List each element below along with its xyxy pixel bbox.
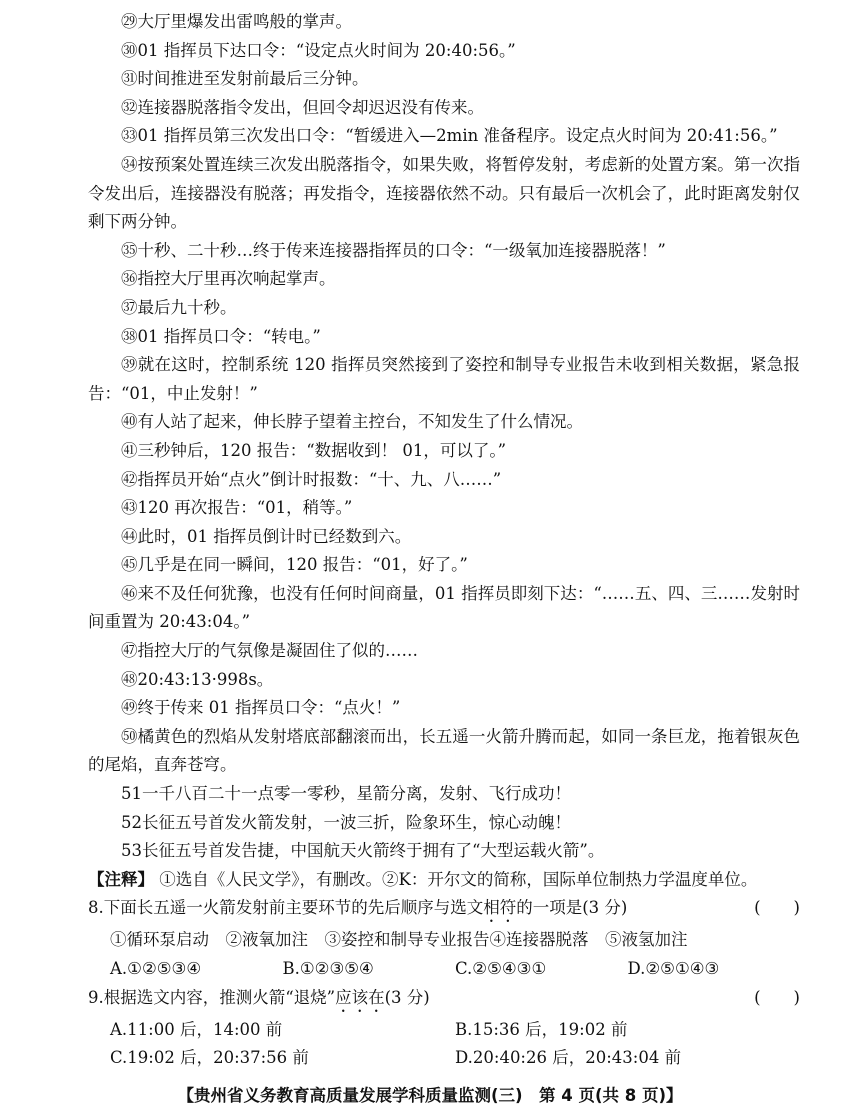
q8-option-b: B.①②③⑤④	[282, 959, 374, 978]
question-8-stem	[0, 894, 860, 926]
paragraph-47: ㊼指控大厅的气氛像是凝固住了似的……	[121, 641, 418, 661]
q9-option-c: C.19:02 后，20:37:56 前	[110, 1048, 309, 1068]
paragraph-42: ㊷指挥员开始“点火”倒计时报数：“十、九、八……”	[121, 469, 502, 489]
q9-option-d: D.20:40:26 后，20:43:04 前	[455, 1048, 682, 1068]
paragraph-45: ㊺几乎是在同一瞬间，120 报告：“01，好了。”	[121, 555, 468, 575]
paragraph-46: ㊻来不及任何犹豫，也没有任何时间商量，01 指挥员即刻下达：“……五、四、三……发射时间重置为 20:43:04。”	[88, 583, 800, 632]
q8-option-c: C.②⑤④③①	[455, 959, 547, 978]
paragraph-39: ㊴就在这时，控制系统 120 指挥员突然接到了姿控和制导专业报告未收到相关数据，紧急报告：“01，中止发射！”	[88, 355, 800, 403]
q9-options-row-1	[0, 1016, 860, 1045]
q9-option-a: A.11:00 后，14:00 前	[110, 1019, 283, 1039]
q8-option-a: A.①②⑤③④	[110, 959, 202, 978]
q8-option-d: D.②⑤①④③	[627, 959, 720, 978]
q8-items: ①循环泵启动 ②液氧加注 ③姿控和制导专业报告④连接器脱落 ⑤液氢加注	[110, 930, 688, 950]
q8-options	[0, 955, 860, 984]
paragraph-29: ㉙大厅里爆发出雷鸣般的掌声。	[121, 12, 352, 31]
note-text: ①选自《人民文学》，有删改。②K：开尔文的简称，国际单位制热力学温度单位。	[154, 869, 758, 889]
paragraph-50: ㊿橘黄色的烈焰从发射塔底部翻滚而出，长五遥一火箭升腾而起，如同一条巨龙，拖着银灰色的尾焰，直奔苍穹。	[88, 726, 800, 775]
paragraph-38: ㊳01 指挥员口令：“转电。”	[121, 326, 321, 346]
paragraph-48: ㊽20:43:13·998s。	[121, 669, 274, 689]
paragraph-37: ㊲最后九十秒。	[121, 297, 237, 317]
paragraph-36: ㊱指控大厅里再次响起掌声。	[121, 269, 336, 289]
paragraph-43: ㊸120 再次报告：“01，稍等。”	[121, 498, 353, 518]
paragraph-31: ㉛时间推进至发射前最后三分钟。	[121, 69, 369, 89]
paragraph-35: ㉟十秒、二十秒…终于传来连接器指挥员的口令：“一级氧加连接器脱落！”	[121, 240, 666, 260]
paragraph-30: ㉚01 指挥员下达口令：“设定点火时间为 20:40:56。”	[121, 40, 516, 60]
q9-stem-part-b: (3 分)	[384, 987, 430, 1007]
annotation-note	[0, 866, 860, 895]
question-9-stem	[0, 984, 860, 1016]
paragraph-33: ㉝01 指挥员第三次发出口令：“暂缓进入—2min 准备程序。设定点火时间为 20:41:56。”	[121, 126, 778, 146]
paragraph-40: ㊵有人站了起来，伸长脖子望着主控台，不知发生了什么情况。	[121, 412, 583, 432]
paragraph-53: 53长征五号首发告捷，中国航天火箭终于拥有了“大型运载火箭”。	[121, 841, 605, 861]
q8-stem-part-b: 的一项是(3 分)	[516, 898, 628, 918]
page-footer: 【贵州省义务教育高质量发展学科质量监测(三) 第 4 页(共 8 页)】	[177, 1086, 683, 1105]
paragraph-44: ㊹此时，01 指挥员倒计时已经数到六。	[121, 526, 412, 546]
paragraph-51: 51一千八百二十一点零一零秒，星箭分离，发射、飞行成功！	[121, 784, 571, 804]
paragraph-49: ㊾终于传来 01 指挥员口令：“点火！”	[121, 698, 401, 718]
q9-answer-bracket: ( )	[754, 987, 800, 1007]
q8-stem-part-a: 8.下面长五遥一火箭发射前主要环节的先后顺序与选文	[88, 898, 484, 918]
q8-answer-bracket: ( )	[754, 898, 800, 918]
note-tag: 【注释】	[88, 869, 154, 889]
paragraph-52: 52长征五号首发火箭发射，一波三折，险象环生，惊心动魄！	[121, 812, 571, 832]
article-body	[0, 8, 860, 1073]
q9-options-row-2	[0, 1044, 860, 1073]
q9-option-b: B.15:36 后，19:02 前	[455, 1019, 628, 1039]
paragraph-32: ㉜连接器脱落指令发出，但回令却迟迟没有传来。	[121, 97, 484, 117]
paragraph-34: ㉞按预案处置连续三次发出脱落指令，如果失败，将暂停发射，考虑新的处置方案。第一次指令发出后，连接器没有脱落；再发指令，连接器依然不动。只有最后一次机会了，此时距离发射仅剩下两分钟。	[88, 154, 800, 232]
q9-emphasis-text: 应该在	[335, 987, 385, 1007]
q8-emphasis-text: 相符	[483, 898, 517, 918]
paragraph-41: ㊶三秒钟后，120 报告：“数据收到！ 01，可以了。”	[121, 440, 507, 460]
q9-stem-part-a: 9.根据选文内容，推测火箭“退烧”	[88, 987, 336, 1007]
